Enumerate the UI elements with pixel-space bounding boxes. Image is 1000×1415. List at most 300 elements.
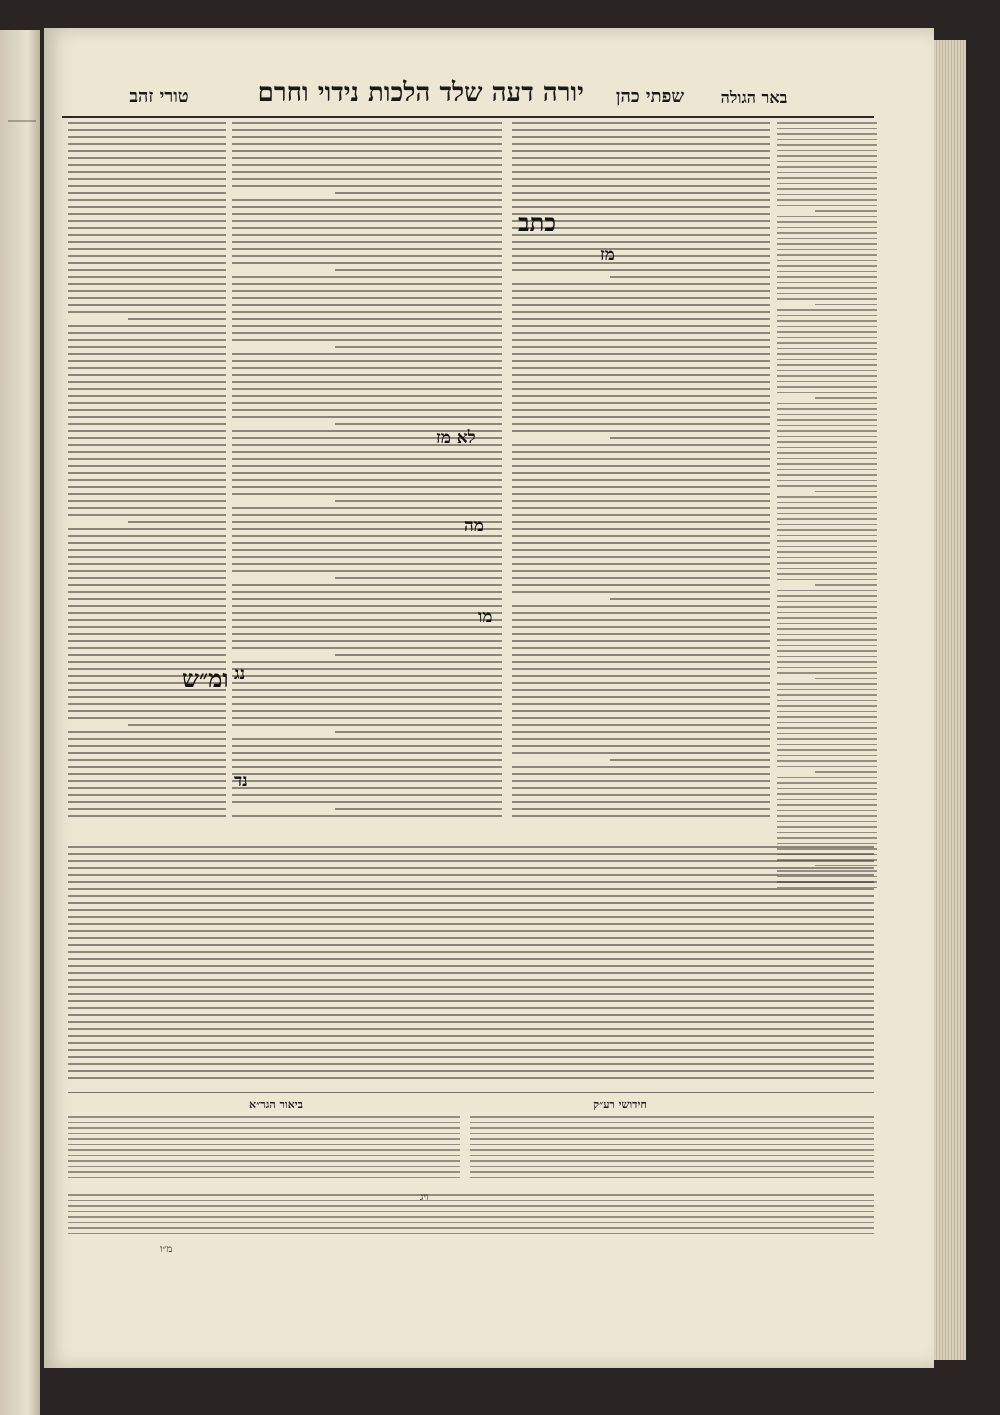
text-line [335, 808, 502, 810]
text-line [777, 326, 877, 328]
text-line [777, 760, 877, 762]
text-line [777, 414, 877, 416]
text-line [512, 178, 770, 180]
text-line [335, 269, 502, 271]
text-line [232, 794, 502, 796]
column-heading-beer-hagolah: באר הגולה [720, 88, 788, 107]
text-line [68, 577, 226, 579]
text-line [512, 787, 770, 789]
text-line [232, 122, 502, 124]
text-line [512, 710, 770, 712]
text-line [232, 458, 502, 460]
text-line [777, 788, 877, 790]
text-line [68, 486, 226, 488]
text-line [512, 339, 770, 341]
text-line [777, 408, 877, 410]
text-line [512, 619, 770, 621]
shach-caption-ktav: כתב [518, 208, 556, 237]
text-line [512, 430, 770, 432]
text-line [777, 601, 877, 603]
chiddushei-rak-heading: חידושי רע״ק [593, 1098, 647, 1111]
text-line [512, 332, 770, 334]
text-line [232, 136, 502, 138]
taz-caption-umi: ומ״ש [182, 664, 229, 693]
text-line [512, 549, 770, 551]
text-line [512, 192, 770, 194]
text-line [68, 1194, 874, 1196]
text-line [777, 711, 877, 713]
text-line [68, 164, 226, 166]
text-line [232, 402, 502, 404]
text-line [777, 694, 877, 696]
text-line [512, 794, 770, 796]
text-line [68, 402, 226, 404]
text-line [68, 332, 226, 334]
text-line [68, 192, 226, 194]
text-line [777, 419, 877, 421]
text-line [68, 696, 226, 698]
text-line [777, 238, 877, 240]
biur-hagra-text [68, 1116, 460, 1186]
text-line [232, 171, 502, 173]
text-line [777, 342, 877, 344]
text-line [512, 199, 770, 201]
text-line [815, 771, 877, 773]
text-line [128, 521, 226, 523]
text-line [777, 221, 877, 223]
text-line [68, 591, 226, 593]
text-line [512, 591, 770, 593]
text-line [512, 521, 770, 523]
text-line [512, 122, 770, 124]
text-line [777, 205, 877, 207]
text-line [777, 749, 877, 751]
text-line [68, 542, 226, 544]
text-line [68, 157, 226, 159]
text-line [232, 619, 502, 621]
text-line [68, 972, 874, 974]
text-line [68, 640, 226, 642]
text-line [470, 1155, 874, 1157]
text-line [470, 1171, 874, 1173]
text-line [68, 514, 226, 516]
text-line [232, 773, 502, 775]
text-line [232, 150, 502, 152]
text-line [777, 843, 877, 845]
text-line [777, 573, 877, 575]
text-line [777, 518, 877, 520]
text-line [335, 423, 502, 425]
text-line [232, 360, 502, 362]
text-line [68, 1007, 874, 1009]
text-line [68, 1116, 460, 1118]
text-line [777, 628, 877, 630]
text-line [68, 808, 226, 810]
text-line [512, 304, 770, 306]
text-line [777, 463, 877, 465]
text-line [68, 493, 226, 495]
text-line [512, 633, 770, 635]
text-line [777, 639, 877, 641]
text-line [232, 332, 502, 334]
text-line [232, 647, 502, 649]
text-line [335, 654, 502, 656]
text-line [512, 143, 770, 145]
text-line [777, 430, 877, 432]
text-line [777, 722, 877, 724]
text-line [777, 194, 877, 196]
text-line [512, 752, 770, 754]
text-line [512, 150, 770, 152]
text-line [68, 1177, 460, 1179]
text-line [232, 178, 502, 180]
text-line [232, 633, 502, 635]
text-line [68, 150, 226, 152]
text-line [68, 458, 226, 460]
text-line [512, 171, 770, 173]
text-line [232, 409, 502, 411]
text-line [68, 416, 226, 418]
main-caption-lamed-mem: לא מז [436, 428, 476, 448]
text-line [68, 909, 874, 911]
text-line [777, 480, 877, 482]
text-line [470, 1144, 874, 1146]
text-line [815, 397, 877, 399]
text-line [777, 155, 877, 157]
text-line [68, 860, 874, 862]
text-line [68, 923, 874, 925]
text-line [335, 731, 502, 733]
text-line [512, 654, 770, 656]
text-line [232, 318, 502, 320]
text-line [777, 590, 877, 592]
text-line [68, 1138, 460, 1140]
text-line [777, 331, 877, 333]
text-line [777, 287, 877, 289]
text-line [68, 930, 874, 932]
text-line [68, 1028, 874, 1030]
text-line [777, 348, 877, 350]
text-line [777, 667, 877, 669]
text-line [68, 619, 226, 621]
text-line [777, 579, 877, 581]
text-line [512, 444, 770, 446]
text-line [470, 1138, 874, 1140]
text-line [777, 188, 877, 190]
text-line [512, 724, 770, 726]
text-line [68, 570, 226, 572]
text-line [232, 297, 502, 299]
text-line [777, 513, 877, 515]
text-line [777, 216, 877, 218]
text-line [68, 703, 226, 705]
text-line [512, 493, 770, 495]
text-line [777, 656, 877, 658]
text-line [232, 416, 502, 418]
text-line [777, 298, 877, 300]
text-line [512, 381, 770, 383]
text-line [777, 403, 877, 405]
text-line [512, 325, 770, 327]
text-line [777, 375, 877, 377]
text-line [232, 689, 502, 691]
text-line [335, 500, 502, 502]
text-line [777, 716, 877, 718]
text-line [232, 164, 502, 166]
text-line [232, 766, 502, 768]
text-line [777, 265, 877, 267]
text-line [512, 297, 770, 299]
text-line [68, 881, 874, 883]
text-line [232, 514, 502, 516]
text-line [232, 262, 502, 264]
text-line [232, 668, 502, 670]
text-line [232, 535, 502, 537]
text-line [512, 703, 770, 705]
text-line [68, 1155, 460, 1157]
text-line [777, 777, 877, 779]
previous-page-edge [0, 30, 40, 1415]
text-line [232, 815, 502, 817]
text-line [232, 745, 502, 747]
text-line [512, 661, 770, 663]
text-line [777, 271, 877, 273]
text-line [68, 717, 226, 719]
text-line [232, 507, 502, 509]
text-line [68, 731, 226, 733]
text-line [68, 815, 226, 817]
text-line [777, 727, 877, 729]
text-line [68, 633, 226, 635]
text-line [815, 584, 877, 586]
text-line [777, 826, 877, 828]
text-line [512, 290, 770, 292]
text-line [68, 1222, 874, 1224]
text-line [68, 1063, 874, 1065]
text-line [68, 1133, 460, 1135]
text-line [512, 605, 770, 607]
text-line [777, 474, 877, 476]
text-line [128, 318, 226, 320]
text-line [68, 528, 226, 530]
text-line [68, 374, 226, 376]
text-line [68, 661, 226, 663]
shach-caption-mem-zayin: מז [600, 245, 615, 265]
text-line [777, 733, 877, 735]
text-line [512, 423, 770, 425]
text-line [512, 766, 770, 768]
text-line [68, 902, 874, 904]
text-line [68, 297, 226, 299]
text-line [68, 1042, 874, 1044]
text-line [68, 122, 226, 124]
text-line [68, 395, 226, 397]
text-line [232, 563, 502, 565]
text-line [68, 1233, 874, 1235]
text-line [68, 1127, 460, 1129]
text-line [777, 744, 877, 746]
chiddushei-rak-text [470, 1116, 874, 1186]
text-line [512, 717, 770, 719]
text-line [68, 986, 874, 988]
text-line [512, 185, 770, 187]
text-line [68, 206, 226, 208]
text-line [68, 304, 226, 306]
text-line [232, 255, 502, 257]
text-line [512, 269, 770, 271]
text-line [68, 738, 226, 740]
text-line [512, 528, 770, 530]
text-line [68, 1166, 460, 1168]
page-signature-right: מ״ו [160, 1244, 173, 1255]
text-line [232, 283, 502, 285]
text-line [777, 832, 877, 834]
text-line [512, 815, 770, 817]
text-line [232, 493, 502, 495]
main-caption-mem-he: מה [464, 516, 484, 536]
text-line [777, 254, 877, 256]
text-line [68, 185, 226, 187]
text-line [512, 570, 770, 572]
text-line [610, 598, 770, 600]
main-caption-nun-gimel: נג [234, 664, 246, 684]
text-line [777, 529, 877, 531]
text-line [232, 549, 502, 551]
text-line [512, 318, 770, 320]
text-line [777, 700, 877, 702]
text-line [777, 276, 877, 278]
text-line [68, 1211, 874, 1213]
text-line [68, 262, 226, 264]
text-line [68, 759, 226, 761]
text-line [68, 773, 226, 775]
text-line [777, 623, 877, 625]
text-line [777, 172, 877, 174]
text-line [512, 745, 770, 747]
lower-commentary-block [68, 846, 874, 1086]
text-line [68, 311, 226, 313]
text-line [68, 752, 226, 754]
text-line [68, 248, 226, 250]
text-line [512, 535, 770, 537]
text-line [777, 144, 877, 146]
text-line [777, 546, 877, 548]
text-line [68, 1144, 460, 1146]
text-line [68, 227, 226, 229]
text-line [232, 465, 502, 467]
text-line [232, 598, 502, 600]
text-line [777, 282, 877, 284]
text-line [777, 139, 877, 141]
text-line [232, 703, 502, 705]
text-line [232, 311, 502, 313]
text-line [232, 213, 502, 215]
text-line [815, 210, 877, 212]
text-line [232, 521, 502, 523]
text-line [470, 1177, 874, 1179]
text-line [68, 951, 874, 953]
text-line [68, 220, 226, 222]
text-line [777, 650, 877, 652]
text-line [68, 1227, 874, 1229]
text-line [232, 157, 502, 159]
text-line [610, 759, 770, 761]
text-line [512, 283, 770, 285]
text-line [777, 496, 877, 498]
text-line [777, 447, 877, 449]
text-line [777, 309, 877, 311]
text-line [512, 486, 770, 488]
text-line [68, 437, 226, 439]
text-line [777, 370, 877, 372]
text-line [232, 486, 502, 488]
text-line [68, 1216, 874, 1218]
text-line [777, 683, 877, 685]
text-line [232, 717, 502, 719]
text-line [512, 801, 770, 803]
text-line [777, 562, 877, 564]
text-line [777, 821, 877, 823]
text-line [232, 325, 502, 327]
text-line [512, 626, 770, 628]
text-line [777, 595, 877, 597]
text-line [68, 766, 226, 768]
text-line [232, 570, 502, 572]
text-line [232, 451, 502, 453]
text-line [68, 584, 226, 586]
text-line [232, 129, 502, 131]
text-line [777, 782, 877, 784]
text-line [68, 1049, 874, 1051]
text-line [68, 143, 226, 145]
text-line [68, 944, 874, 946]
text-line [815, 491, 877, 493]
text-line [232, 675, 502, 677]
page-title: יורה דעה שלד הלכות נידוי וחרם [257, 78, 584, 108]
text-line [232, 479, 502, 481]
text-line [232, 276, 502, 278]
text-line [512, 136, 770, 138]
text-line [68, 360, 226, 362]
text-line [512, 346, 770, 348]
text-line [232, 752, 502, 754]
text-line [470, 1116, 874, 1118]
text-line [232, 374, 502, 376]
text-line [68, 500, 226, 502]
text-line [68, 937, 874, 939]
text-line [68, 451, 226, 453]
text-line [512, 731, 770, 733]
text-line [68, 888, 874, 890]
text-line [232, 227, 502, 229]
text-line [777, 199, 877, 201]
text-line [512, 416, 770, 418]
text-line [68, 444, 226, 446]
text-line [512, 675, 770, 677]
text-line [68, 1149, 460, 1151]
text-line [777, 645, 877, 647]
text-line [777, 606, 877, 608]
text-line [777, 661, 877, 663]
text-line [68, 381, 226, 383]
text-line [512, 689, 770, 691]
biur-hagra-heading: ביאור הגר״א [249, 1098, 303, 1111]
text-line [68, 136, 226, 138]
text-line [512, 409, 770, 411]
text-line [68, 178, 226, 180]
text-line [777, 793, 877, 795]
text-line [512, 451, 770, 453]
